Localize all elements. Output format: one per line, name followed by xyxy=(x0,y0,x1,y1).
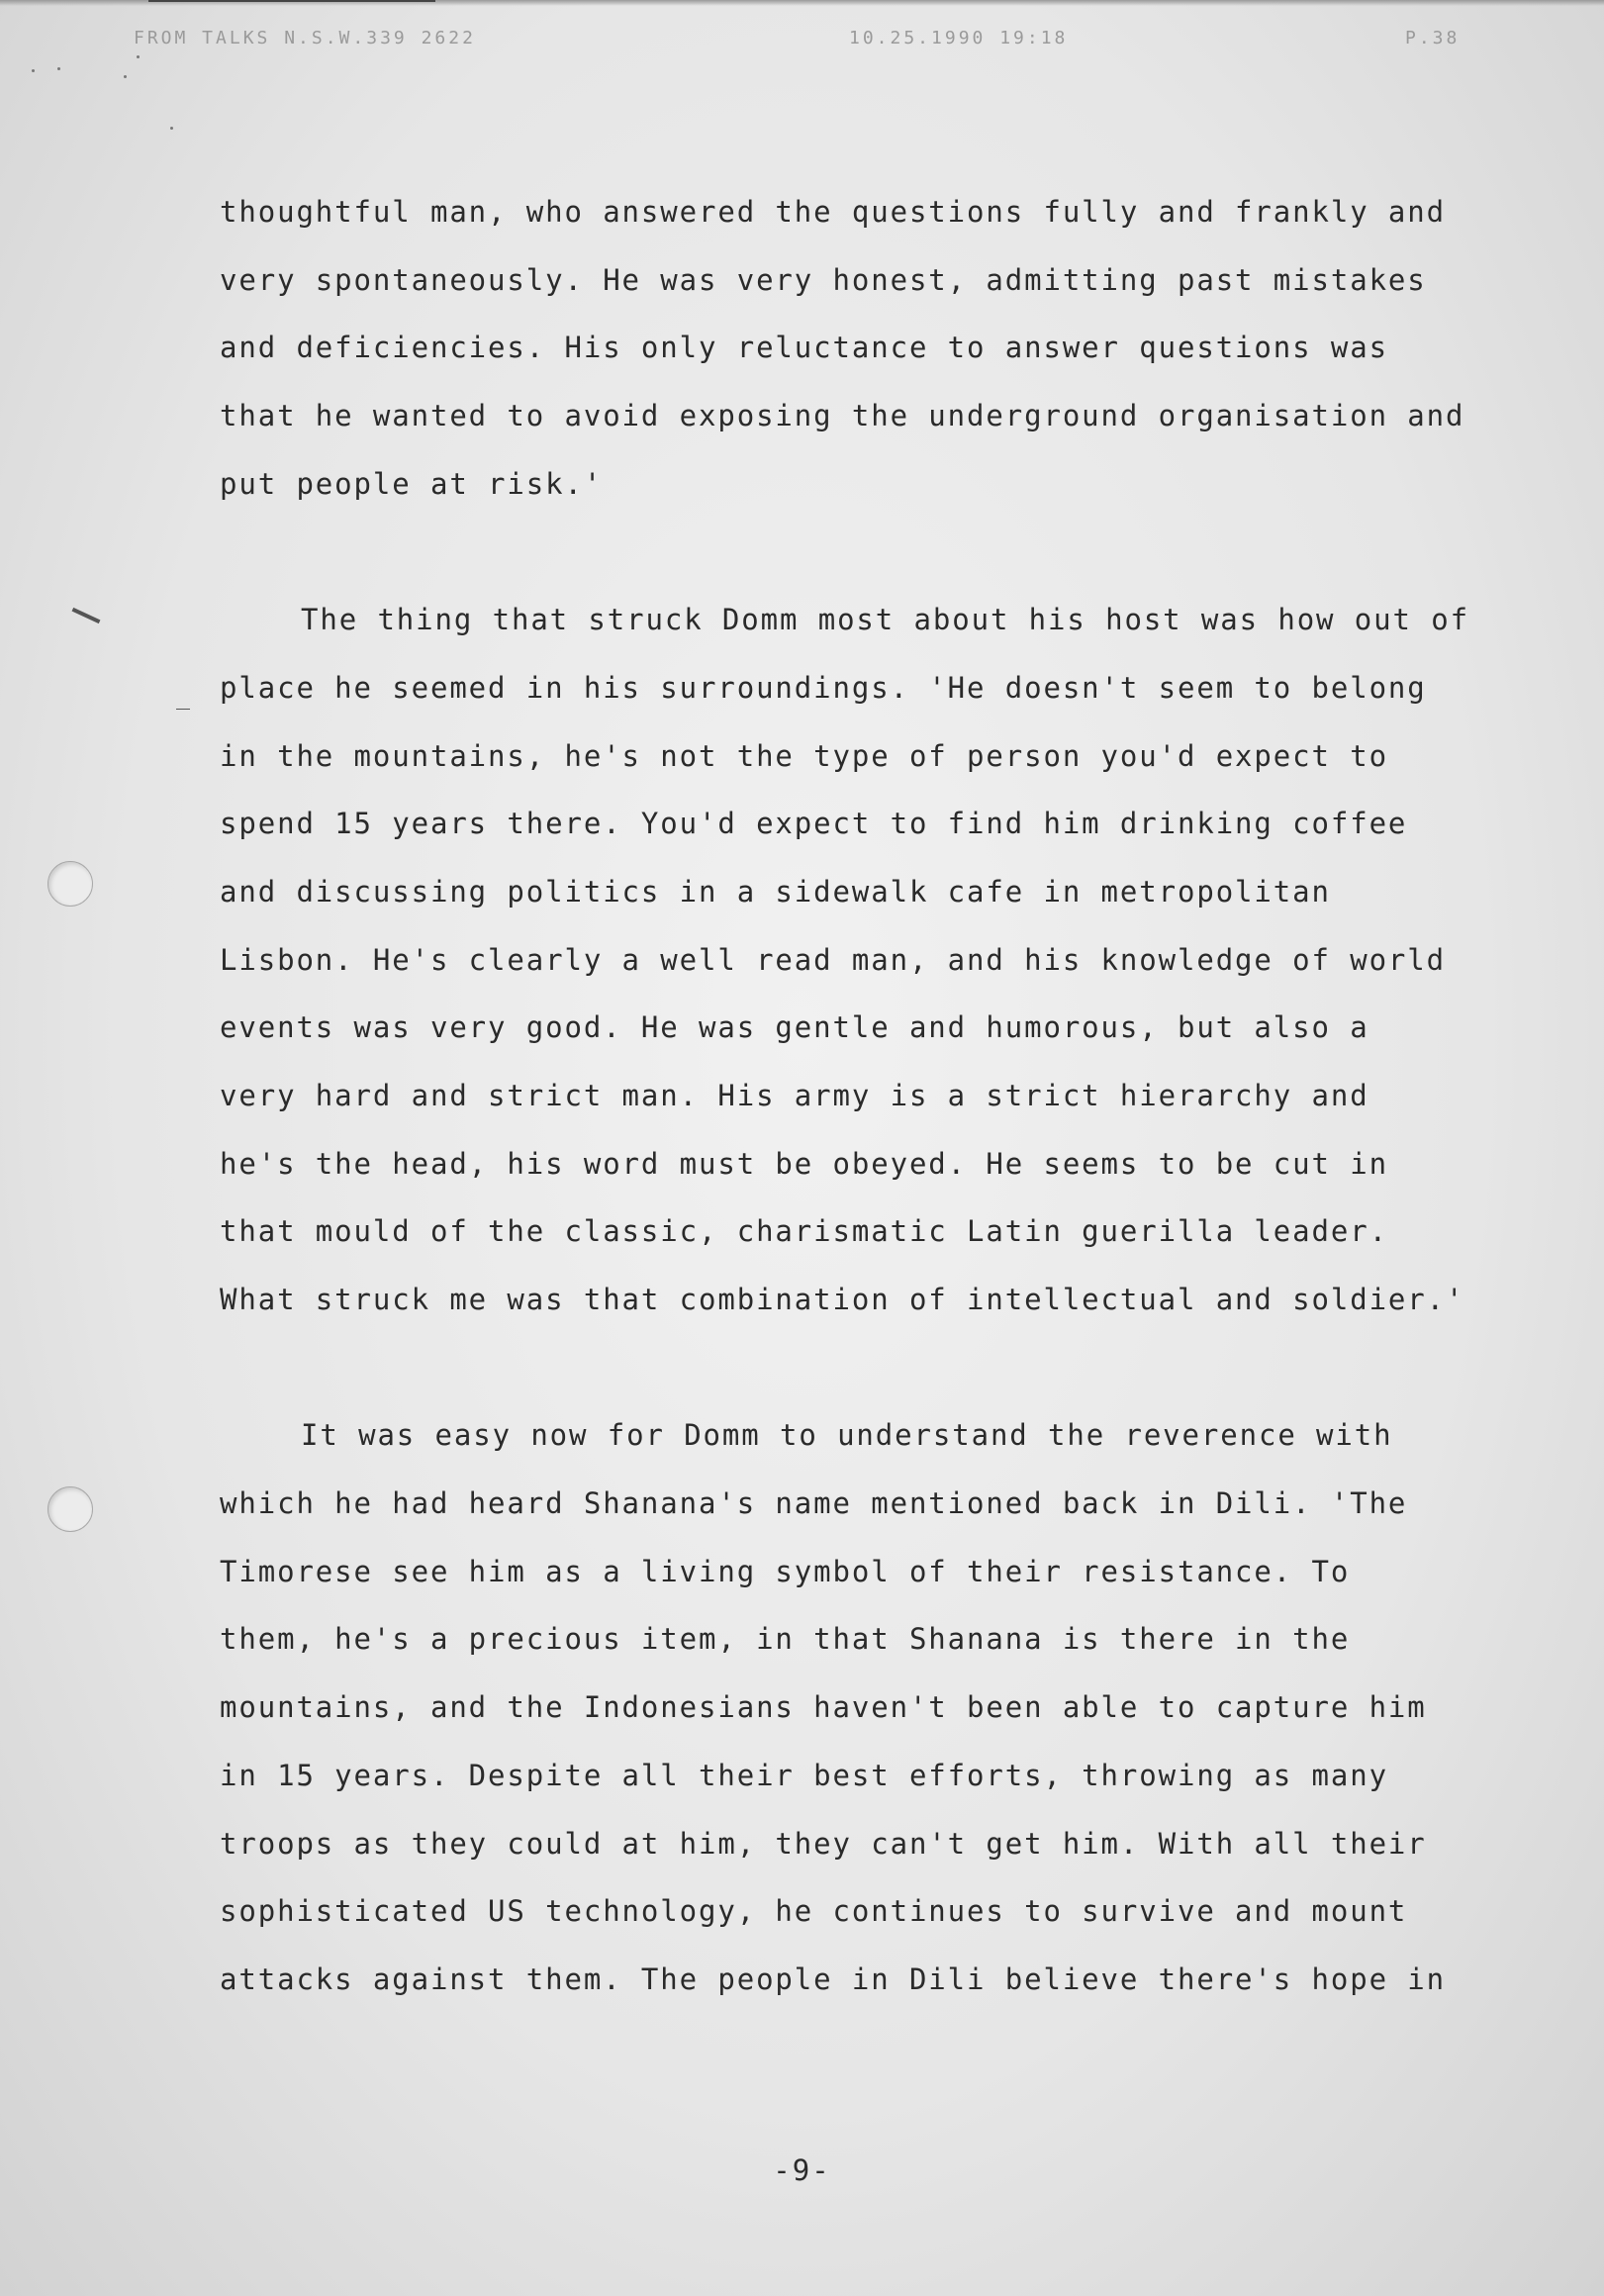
text-line: very spontaneously. He was very honest, admitting past mistakes xyxy=(220,262,1427,297)
text-line: thoughtful man, who answered the questions fully and frankly and xyxy=(220,195,1447,229)
text-line: sophisticated US technology, he continues to survive and mount xyxy=(220,1894,1408,1929)
scan-speck xyxy=(32,69,35,72)
page-number: -9- xyxy=(773,2153,831,2187)
text-line: in the mountains, he's not the type of person you'd expect to xyxy=(220,738,1388,773)
text-line: events was very good. He was gentle and humorous, but also a xyxy=(220,1010,1369,1045)
fax-datetime: 10.25.1990 19:18 xyxy=(849,28,1069,48)
margin-mark xyxy=(176,709,190,710)
margin-mark xyxy=(72,608,101,623)
text-line: troops as they could at him, they can't get him. With all their xyxy=(220,1826,1427,1861)
text-line: very hard and strict man. His army is a strict hierarchy and xyxy=(220,1078,1369,1112)
body-text xyxy=(220,178,1546,2014)
text-line: and deficiencies. His only reluctance to answer questions was xyxy=(220,331,1388,365)
punch-hole xyxy=(47,861,93,907)
text-line: mountains, and the Indonesians haven't been able to capture him xyxy=(220,1690,1427,1725)
text-line: put people at risk.' xyxy=(220,466,604,501)
paragraph-gap xyxy=(220,1334,1546,1402)
text-line: Lisbon. He's clearly a well read man, and his knowledge of world xyxy=(220,942,1447,977)
scan-speck xyxy=(170,127,173,130)
text-line: and discussing politics in a sidewalk cafe in metropolitan xyxy=(220,874,1331,909)
top-rule xyxy=(148,0,435,2)
text-line: that mould of the classic, charismatic Latin guerilla leader. xyxy=(220,1214,1388,1249)
text-line: that he wanted to avoid exposing the underground organisation and xyxy=(220,399,1465,433)
text-line: attacks against them. The people in Dili believe there's hope in xyxy=(220,1961,1447,1996)
paragraph-gap xyxy=(220,518,1546,586)
fax-sender: FROM TALKS N.S.W.339 2622 xyxy=(134,28,476,48)
text-line: he's the head, his word must be obeyed. He seems to be cut in xyxy=(220,1146,1388,1181)
fax-page-number: P.38 xyxy=(1405,28,1461,48)
text-line: Timorese see him as a living symbol of their resistance. To xyxy=(220,1554,1351,1588)
text-line: It was easy now for Domm to understand the reverence with xyxy=(301,1418,1393,1453)
fax-header xyxy=(0,28,1604,57)
scan-speck xyxy=(57,67,60,70)
punch-hole xyxy=(47,1486,93,1532)
text-line: spend 15 years there. You'd expect to find him drinking coffee xyxy=(220,807,1408,841)
scan-speck xyxy=(124,75,127,78)
text-line: in 15 years. Despite all their best efforts, throwing as many xyxy=(220,1758,1388,1792)
scan-speck xyxy=(137,55,140,58)
text-line: What struck me was that combination of intellectual and soldier.' xyxy=(220,1283,1465,1316)
text-line: which he had heard Shanana's name mentioned back in Dili. 'The xyxy=(220,1486,1408,1521)
text-line: them, he's a precious item, in that Shanana is there in the xyxy=(220,1622,1351,1657)
text-line: place he seemed in his surroundings. 'He doesn't seem to belong xyxy=(220,670,1427,705)
text-line: The thing that struck Domm most about his host was how out of xyxy=(301,603,1469,637)
